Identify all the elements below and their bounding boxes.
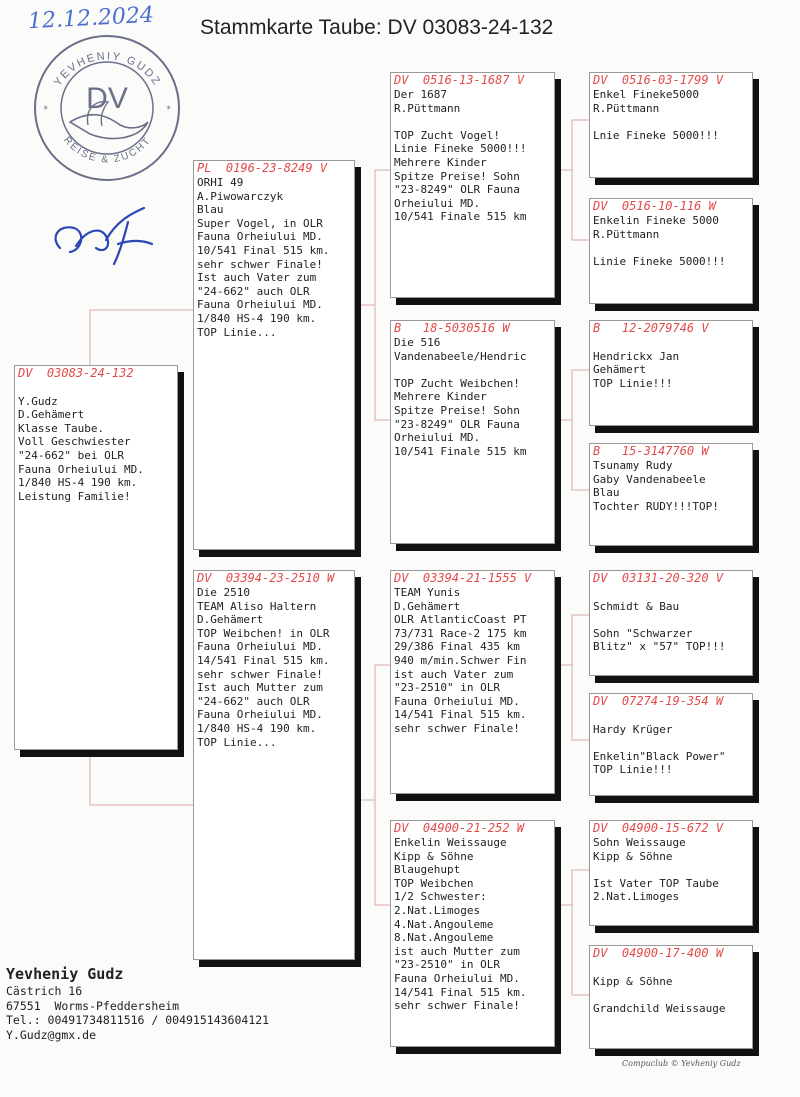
ring-number: DV 04900-15-672 V bbox=[593, 821, 724, 835]
stamp-logo: DV bbox=[86, 82, 128, 115]
pigeon-description: Der 1687 R.Püttmann TOP Zucht Vogel! Linie Fineke 5000!!! Mehrere Kinder Spitze Preise! Sohn "23-8249" OLR Fauna Orheiului MD. 10/541 Finale 515 km bbox=[394, 88, 527, 224]
pigeon-description: Enkelin Fineke 5000 R.Püttmann Linie Fineke 5000!!! bbox=[593, 214, 726, 268]
pedigree-card-subject bbox=[14, 365, 178, 750]
ring-number: DV 07274-19-354 W bbox=[593, 694, 724, 708]
breeder-stamp bbox=[30, 30, 185, 185]
pedigree-card-dam-dam bbox=[390, 820, 555, 1047]
pedigree-card-sire bbox=[193, 160, 355, 550]
breeder-city: 67551 Worms-Pfeddersheim bbox=[6, 998, 180, 1013]
breeder-phone: Tel.: 00491734811516 / 004915143604121 bbox=[6, 1013, 270, 1027]
breeder-email[interactable]: Y.Gudz@gmx.de bbox=[6, 1027, 97, 1042]
ring-number: DV 03394-21-1555 V bbox=[394, 571, 532, 585]
ring-number: B 15-3147760 W bbox=[593, 444, 709, 458]
ring-number: DV 0516-10-116 W bbox=[593, 199, 716, 213]
ring-number: DV 03394-23-2510 W bbox=[197, 571, 335, 585]
pigeon-description: Hendrickx Jan Gehämert TOP Linie!!! bbox=[593, 349, 680, 390]
svg-text:*: * bbox=[43, 105, 49, 115]
pedigree-card-ssd bbox=[589, 198, 753, 304]
pigeon-description: Enkel Fineke5000 R.Püttmann Lnie Fineke 5000!!! bbox=[593, 88, 719, 142]
breeder-name: Yevheniy Gudz bbox=[6, 965, 124, 983]
pigeon-description: Hardy Krüger Enkelin"Black Power" TOP Linie!!! bbox=[593, 722, 726, 777]
svg-text:*: * bbox=[166, 105, 172, 115]
pigeon-description: Schmidt & Bau Sohn "Schwarzer Blitz" x "57" TOP!!! bbox=[593, 599, 726, 654]
pedigree-card-dds bbox=[589, 820, 753, 926]
ring-number: DV 03083-24-132 bbox=[18, 366, 134, 380]
ring-number: B 18-5030516 W bbox=[394, 321, 510, 335]
pedigree-card-dam-sire bbox=[390, 570, 555, 794]
pigeon-description: TEAM Yunis D.Gehämert OLR AtlanticCoast PT 73/731 Race-2 175 km 29/386 Final 435 km 940 m/min.Schwer Fin ist auch Vater zum "23-2510" in OLR Fauna Orheiului MD. 14/541 Final 515 km. sehr schwer Finale! bbox=[394, 586, 527, 735]
ring-number: B 12-2079746 V bbox=[593, 321, 709, 335]
handwritten-date: 12.12.2024 bbox=[27, 2, 155, 35]
page-title: Stammkarte Taube: DV 03083-24-132 bbox=[200, 16, 554, 39]
pedigree-card-dss bbox=[589, 570, 753, 676]
ring-number: DV 0516-13-1687 V bbox=[394, 73, 525, 87]
ring-number: PL 0196-23-8249 V bbox=[197, 161, 328, 175]
pigeon-description: ORHI 49 A.Piwowarczyk Blau Super Vogel, in OLR Fauna Orheiului MD. 10/541 Final 515 km. sehr schwer Finale! Ist auch Vater zum "24-662" auch OLR Fauna Orheiului MD. 1/840 HS-4 190 km. TOP Linie... bbox=[197, 176, 330, 339]
ring-number: DV 03131-20-320 V bbox=[593, 571, 724, 585]
breeder-contact bbox=[6, 964, 269, 1042]
pedigree-card-ddd bbox=[589, 945, 753, 1049]
ring-number: DV 04900-17-400 W bbox=[593, 946, 724, 960]
pedigree-card-sds bbox=[589, 320, 753, 426]
software-credit: Compuclub © Yevheniy Gudz bbox=[622, 1059, 741, 1068]
stamp-bottom-text: REISE & ZUCHT bbox=[61, 134, 154, 166]
pigeon-description: Die 2510 TEAM Aliso Haltern D.Gehämert TOP Weibchen! in OLR Fauna Orheiului MD. 14/541 Final 515 km. sehr schwer Finale! Ist auch Mutter zum "24-662" auch OLR Fauna Orheiului MD. 1/840 HS-4 190 km. TOP Linie... bbox=[197, 586, 330, 749]
pedigree-card-dsd bbox=[589, 693, 753, 796]
pedigree-card-sdd bbox=[589, 443, 753, 546]
stamp-top-text: YEVHENIY GUDZ bbox=[51, 50, 164, 89]
pigeon-description: Y.Gudz D.Gehämert Klasse Taube. Voll Geschwiester "24-662" bei OLR Fauna Orheiului MD. 1/840 HS-4 190 km. Leistung Familie! bbox=[18, 394, 144, 503]
pedigree-card-sss bbox=[589, 72, 753, 178]
pigeon-description: Tsunamy Rudy Gaby Vandenabeele Blau Tochter RUDY!!!TOP! bbox=[593, 459, 719, 513]
pigeon-description: Die 516 Vandenabeele/Hendric TOP Zucht Weibchen! Mehrere Kinder Spitze Preise! Sohn "23-8249" OLR Fauna Orheiului MD. 10/541 Finale 515 km bbox=[394, 336, 527, 458]
pigeon-description: Sohn Weissauge Kipp & Söhne Ist Vater TOP Taube 2.Nat.Limoges bbox=[593, 836, 719, 904]
pedigree-card-dam bbox=[193, 570, 355, 960]
breeder-street: Cästrich 16 bbox=[6, 984, 83, 998]
pigeon-description: Enkelin Weissauge Kipp & Söhne Blaugehupt TOP Weibchen 1/2 Schwester: 2.Nat.Limoges 4.Nat.Angouleme 8.Nat.Angouleme ist auch Mutter zum "23-2510" in OLR Fauna Orheiului MD. 14/541 Final 515 km. sehr schwer Finale! bbox=[394, 836, 527, 1013]
pedigree-card-sire-dam bbox=[390, 320, 555, 544]
handwritten-signature bbox=[48, 200, 163, 270]
pigeon-description: Kipp & Söhne Grandchild Weissauge bbox=[593, 974, 726, 1015]
pedigree-card-sire-sire bbox=[390, 72, 555, 298]
ring-number: DV 0516-03-1799 V bbox=[593, 73, 724, 87]
ring-number: DV 04900-21-252 W bbox=[394, 821, 525, 835]
